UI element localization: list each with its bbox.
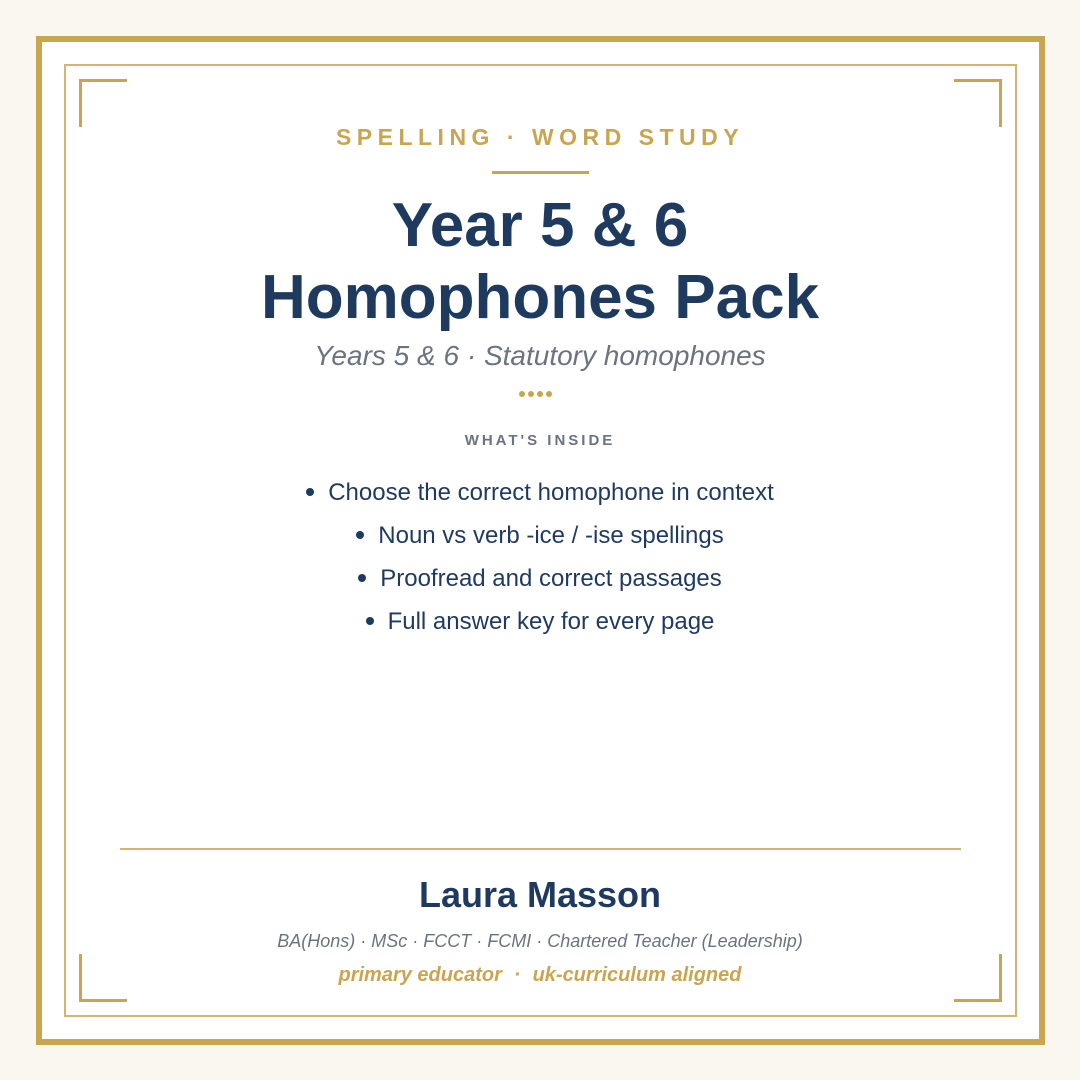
title-line-1: Year 5 & 6 — [391, 191, 689, 260]
list-item — [0, 475, 1080, 518]
dot — [546, 391, 552, 397]
dots-ornament — [519, 391, 552, 397]
page-title — [0, 190, 1080, 334]
list-item-text: Noun vs verb -ice / -ise spellings — [378, 522, 724, 549]
author-tags — [0, 964, 1080, 987]
dot — [537, 391, 543, 397]
corner-ornament-top-right — [954, 79, 1002, 127]
kicker-rule — [492, 171, 589, 174]
list-item-text: Choose the correct homophone in context — [328, 479, 774, 506]
bullet-icon — [306, 488, 314, 496]
list-item-text: Proofread and correct passages — [380, 565, 722, 592]
bullet-icon — [356, 531, 364, 539]
section-label: WHAT'S INSIDE — [464, 432, 616, 449]
author-credentials: BA(Hons) · MSc · FCCT · FCMI · Chartered Teacher (Leadership) — [277, 931, 803, 951]
tag-separator: · — [513, 964, 521, 986]
author-name: Laura Masson — [418, 874, 662, 915]
bullet-icon — [358, 574, 366, 582]
list-item-text: Full answer key for every page — [387, 608, 715, 635]
footer-divider — [120, 848, 961, 850]
corner-ornament-top-left — [79, 79, 127, 127]
dot — [528, 391, 534, 397]
list-item — [0, 561, 1080, 604]
subtitle: Years 5 & 6 · Statutory homophones — [314, 340, 766, 371]
tag-curriculum: uk-curriculum aligned — [532, 964, 742, 986]
bullet-icon — [366, 617, 374, 625]
dot — [519, 391, 525, 397]
contents-list — [0, 475, 1080, 647]
list-item — [0, 604, 1080, 647]
tag-primary-educator: primary educator — [338, 964, 502, 986]
list-item — [0, 518, 1080, 561]
title-line-2: Homophones Pack — [260, 263, 820, 332]
kicker-label: SPELLING · WORD STUDY — [335, 124, 745, 150]
